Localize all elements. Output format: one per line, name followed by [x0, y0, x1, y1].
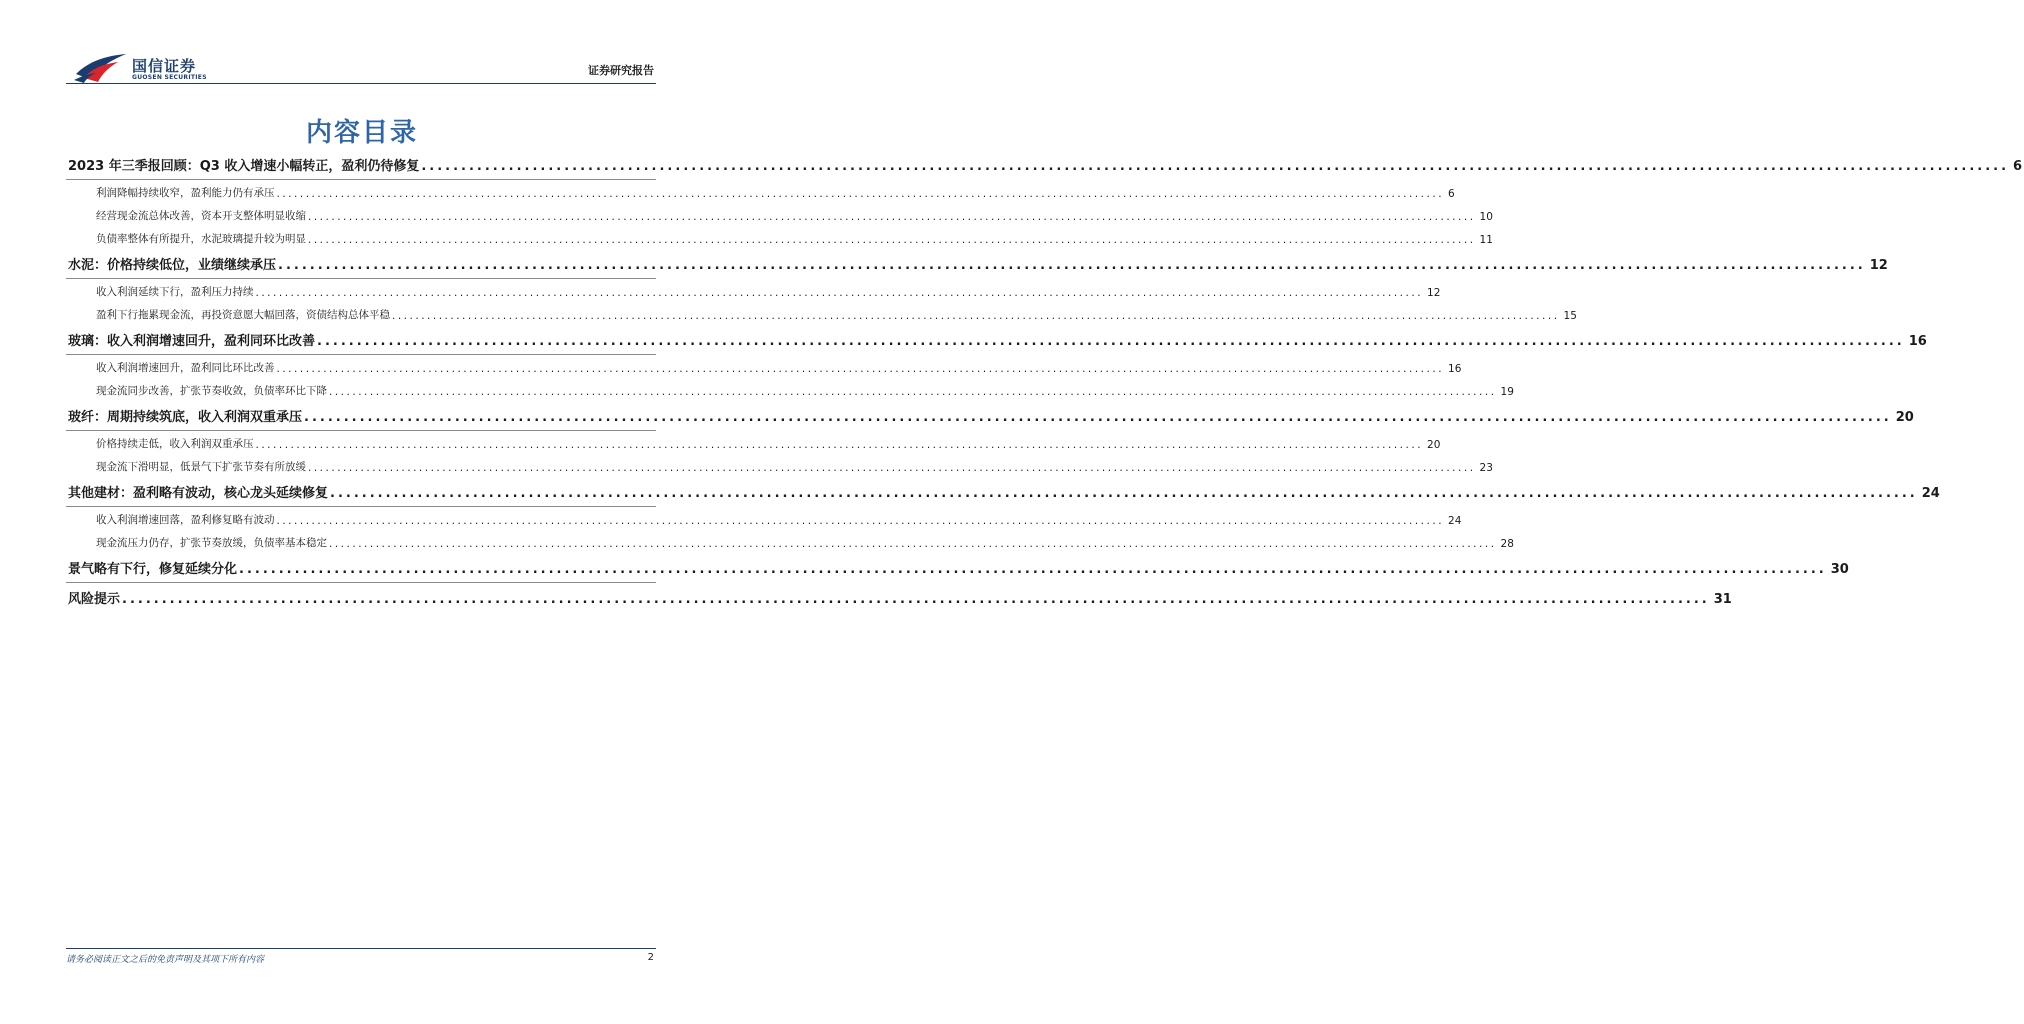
toc-subsection-link[interactable]	[66, 279, 1441, 302]
table-of-contents	[66, 150, 2023, 612]
toc-leader-dots: ........................................................................................................................................................................................................	[255, 439, 1424, 451]
toc-leader-dots: ........................................................................................................................................................................................................	[308, 211, 1476, 223]
toc-entry-text: 现金流同步改善，扩张节奏收敛，负债率环比下降	[96, 385, 327, 397]
toc-entry-text: 利润降幅持续收窄，盈利能力仍有承压	[96, 187, 275, 199]
toc-leader-dots: ........................................................................................................................................................................................................	[421, 159, 2010, 174]
toc-leader-dots: ........................................................................................................................................................................................................	[317, 334, 1905, 349]
toc-entry-text: 价格持续走低，收入利润双重承压	[96, 438, 254, 450]
toc-leader-dots: ........................................................................................................................................................................................................	[329, 538, 1497, 550]
toc-leader-dots: ........................................................................................................................................................................................................	[329, 386, 1497, 398]
toc-page-number: 24	[1448, 515, 1462, 527]
toc-page-number: 20	[1895, 410, 1914, 425]
toc-subsection-link[interactable]	[66, 302, 1577, 325]
toc-page-number: 12	[1427, 287, 1441, 299]
toc-entry-text: 风险提示	[68, 592, 121, 607]
toc-entry-text: 景气略有下行，修复延续分化	[68, 562, 238, 577]
toc-entry-text: 其他建材：盈利略有波动，核心龙头延续修复	[68, 486, 329, 501]
toc-entry-text: 水泥：价格持续低位，业绩继续承压	[68, 258, 277, 273]
toc-subsection-link[interactable]	[66, 355, 1462, 378]
toc-entry-text: 2023 年三季报回顾：Q3 收入增速小幅转正，盈利仍待修复	[68, 159, 420, 174]
report-type-label: 证券研究报告	[588, 64, 654, 77]
toc-page-number: 23	[1479, 462, 1493, 474]
toc-subsection-link[interactable]	[66, 431, 1441, 454]
company-name-cn: 国信证券	[132, 57, 197, 75]
toc-entry-text: 负债率整体有所提升，水泥玻璃提升较为明显	[96, 233, 306, 245]
toc-leader-dots: ........................................................................................................................................................................................................	[308, 234, 1476, 246]
toc-leader-dots: ........................................................................................................................................................................................................	[276, 515, 1445, 527]
company-name-en: GUOSEN SECURITIES	[132, 74, 207, 81]
toc-section-link[interactable]	[66, 150, 2023, 180]
toc-page-number: 30	[1830, 562, 1849, 577]
toc-page-number: 16	[1448, 363, 1462, 375]
toc-page-number: 16	[1908, 334, 1927, 349]
toc-page-number: 31	[1713, 592, 1732, 607]
toc-leader-dots: ........................................................................................................................................................................................................	[255, 287, 1424, 299]
toc-entry-text: 现金流下滑明显，低景气下扩张节奏有所放缓	[96, 461, 306, 473]
toc-page-number: 6	[2013, 159, 2023, 174]
toc-subsection-link[interactable]	[66, 454, 1493, 477]
toc-section-link[interactable]	[66, 553, 1849, 583]
toc-subsection-link[interactable]	[66, 507, 1462, 530]
toc-subsection-link[interactable]	[66, 226, 1493, 249]
toc-leader-dots: ........................................................................................................................................................................................................	[392, 310, 1560, 322]
toc-section-link[interactable]	[66, 401, 1914, 431]
toc-entry-text: 收入利润延续下行，盈利压力持续	[96, 286, 254, 298]
toc-section-link[interactable]	[66, 583, 1732, 612]
toc-section-link[interactable]	[66, 249, 1888, 279]
guosen-logo-icon	[74, 52, 128, 84]
toc-leader-dots: ........................................................................................................................................................................................................	[308, 462, 1476, 474]
toc-page-number: 15	[1563, 310, 1577, 322]
toc-subsection-link[interactable]	[66, 378, 1514, 401]
toc-page-number: 24	[1921, 486, 1940, 501]
toc-page-number: 6	[1448, 188, 1455, 200]
toc-page-number: 28	[1500, 538, 1514, 550]
toc-page-number: 12	[1869, 258, 1888, 273]
toc-leader-dots: ........................................................................................................................................................................................................	[304, 410, 1892, 425]
toc-leader-dots: ........................................................................................................................................................................................................	[330, 486, 1918, 501]
toc-page-number: 19	[1500, 386, 1514, 398]
header-divider	[66, 83, 656, 84]
toc-leader-dots: ........................................................................................................................................................................................................	[239, 562, 1827, 577]
footer-divider	[66, 948, 656, 949]
toc-subsection-link[interactable]	[66, 180, 1455, 203]
toc-leader-dots: ........................................................................................................................................................................................................	[276, 363, 1445, 375]
page-header	[0, 0, 724, 90]
toc-page-number: 20	[1427, 439, 1441, 451]
toc-page-number: 10	[1479, 211, 1493, 223]
toc-entry-text: 盈利下行拖累现金流，再投资意愿大幅回落，资债结构总体平稳	[96, 309, 390, 321]
toc-entry-text: 现金流压力仍存，扩张节奏放缓，负债率基本稳定	[96, 537, 327, 549]
toc-entry-text: 收入利润增速回升，盈利同比环比改善	[96, 362, 275, 374]
toc-leader-dots: ........................................................................................................................................................................................................	[122, 592, 1710, 607]
toc-page-number: 11	[1479, 234, 1493, 246]
toc-title: 内容目录	[305, 118, 418, 148]
toc-leader-dots: ........................................................................................................................................................................................................	[278, 258, 1866, 273]
toc-entry-text: 经营现金流总体改善，资本开支整体明显收缩	[96, 210, 306, 222]
toc-subsection-link[interactable]	[66, 203, 1493, 226]
toc-entry-text: 玻纤：周期持续筑底，收入利润双重承压	[68, 410, 303, 425]
toc-section-link[interactable]	[66, 477, 1940, 507]
toc-leader-dots: ........................................................................................................................................................................................................	[276, 188, 1445, 200]
page-number: 2	[647, 952, 654, 963]
disclaimer-note: 请务必阅读正文之后的免责声明及其项下所有内容	[66, 955, 265, 965]
toc-entry-text: 收入利润增速回落，盈利修复略有波动	[96, 514, 275, 526]
toc-entry-text: 玻璃：收入利润增速回升，盈利同环比改善	[68, 334, 316, 349]
toc-subsection-link[interactable]	[66, 530, 1514, 553]
toc-section-link[interactable]	[66, 325, 1927, 355]
